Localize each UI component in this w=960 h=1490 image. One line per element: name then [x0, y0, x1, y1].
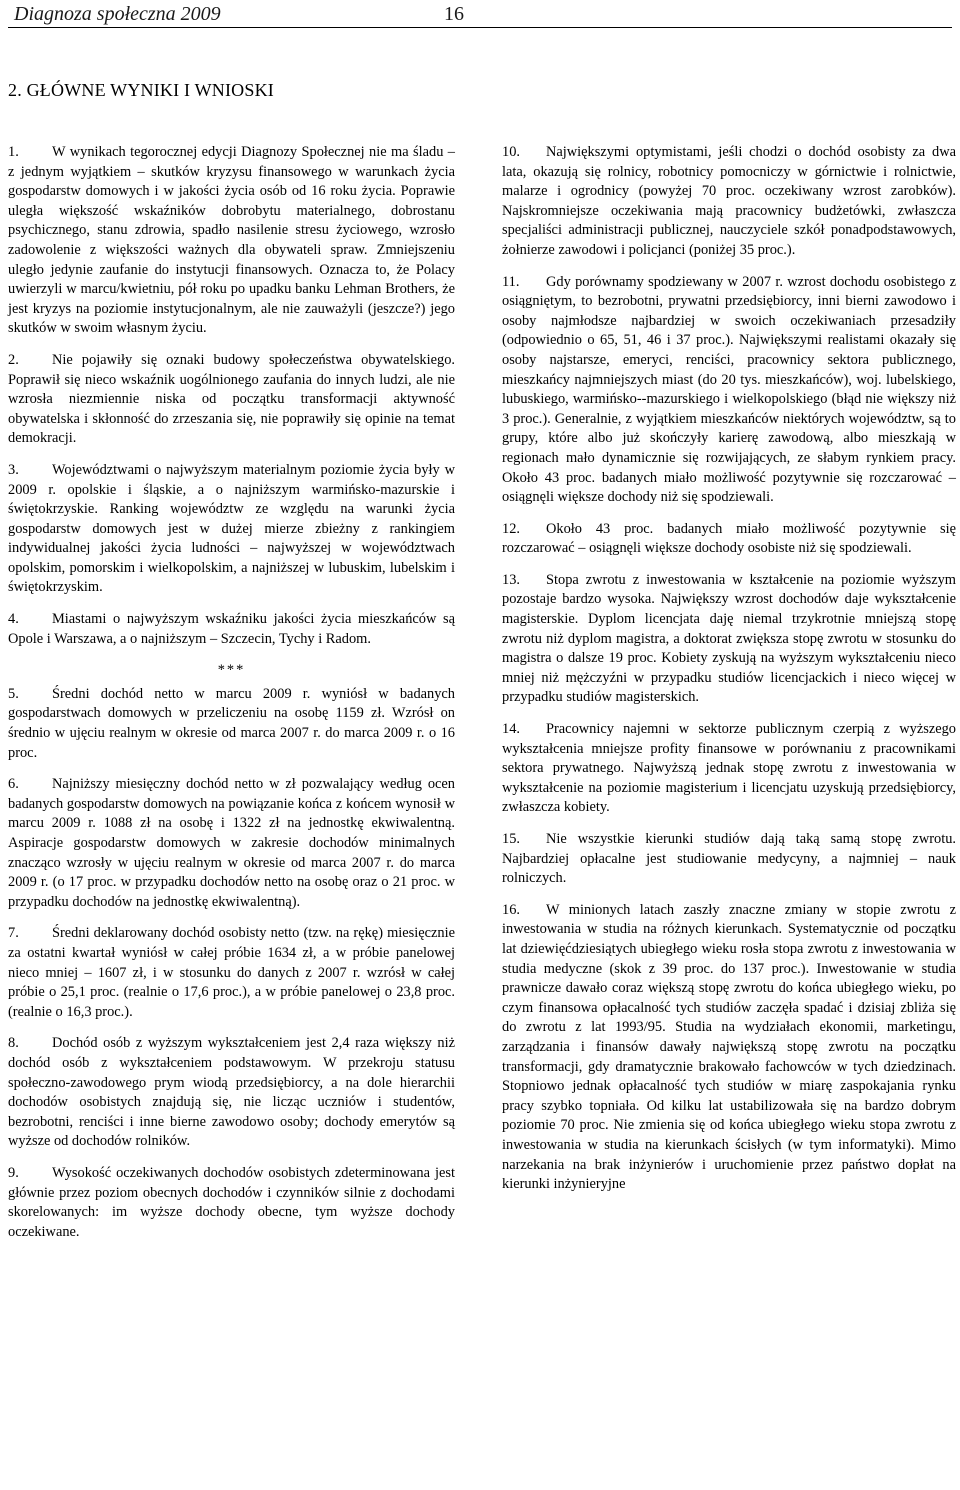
running-header: [0, 0, 960, 30]
finding-paragraph: [502, 273, 956, 508]
finding-number: 13.: [502, 571, 520, 588]
finding-text: Najniższy miesięczny dochód netto w zł pozwalający według ocen badanych gospodarstw domowych na powiązanie końca z końcem wynosił w marcu 2009 r. 1088 zł na osobę i 1322 zł na jednostkę ekwiwalentną. Aspiracje gospodarstw domowych w zakresie dochodów minimalnych znacząco wzrosły w ujęciu realnym w okresie od marca 2007 r. do marca 2009 r. (o 17 proc. w przypadku dochodów netto na osobę oraz o 21 proc. w przypadku dochodów na jednostkę ekwiwalentną).: [8, 776, 455, 910]
finding-paragraph: [8, 685, 455, 763]
finding-number: 6.: [8, 776, 19, 793]
finding-number: 14.: [502, 721, 520, 738]
finding-text: Średni deklarowany dochód osobisty netto (tzw. na rękę) miesięcznie za ostatni kwartał wyniósł w całej próbie 1634 zł, a w próbie panelowej nieco mniej – 1607 zł, i w stosunku do danych z 2007 r. wzrósł w całej próbie o 25,1 proc. (realnie o 17,6 proc.), a w próbie panelowej o 23,8 proc. (realnie o 16,3 proc.).: [8, 925, 455, 1020]
left-column: [8, 143, 455, 1254]
finding-number: 4.: [8, 611, 19, 628]
finding-paragraph: [8, 775, 455, 912]
finding-paragraph: [502, 720, 956, 818]
finding-paragraph: [8, 610, 455, 649]
finding-number: 7.: [8, 925, 19, 942]
finding-text: Dochód osób z wyższym wykształceniem jest 2,4 raza większy niż dochód osób z wykształceniem podstawowym. W przekroju statusu społeczno-zawodowego prym wiodą przedsiębiorcy, a na dole hierarchii dochodów osobistych znajdują się, nie licząc uczniów i studentów, bezrobotni, renciści i inne bierne zawodowo osoby; dochody emerytów są wyższe od dochodów rolników.: [8, 1035, 455, 1150]
finding-paragraph: [502, 571, 956, 708]
header-rule: [8, 27, 952, 28]
finding-text: Gdy porównamy spodziewany w 2007 r. wzrost dochodu osobistego z osiągniętym, to bezrobotni, prywatni przedsiębiorcy, inni bierni zawodowo i osoby najmłodsze najbardziej w swoich oczekiwaniach przesadziły (odpowiednio o 65, 51, 46 i 37 proc.). Największymi realistami okazały się osoby najstarsze, emeryci, renciści, pracownicy sektora publicznego, mieszkańcy najmniejszych miast (do 20 tys. mieszkańców), woj. lubelskiego, lubuskiego, warmińsko--mazurskiego i wielkopolskiego (błąd nie większy niż 3 proc.). Generalnie, z wyjątkiem mieszkańców niektórych województw, są to grupy, które albo już skończyły karierę zawodową, albo mieszkają w regionach mało dynamicznie się rozwijających, ze słabym rynkiem pracy. Około 43 proc. badanych miało możliwość pozytywnie się rozczarować – osiągnęli większe dochody niż się spodziewali.: [502, 273, 956, 506]
finding-number: 16.: [502, 901, 520, 918]
finding-text: Pracownicy najemni w sektorze publicznym czerpią z wyższego wykształcenia mniejsze profity finansowe w porównaniu z pracownikami sektora prywatnego. Najwyższą jednak stopę zwrotu z inwestowania w wykształcenie na poziomie magisterium i licencjatu uzyskują przedsiębiorcy, zwłaszcza kobiety.: [502, 721, 956, 816]
finding-paragraph: [502, 830, 956, 889]
section-title: 2. GŁÓWNE WYNIKI I WNIOSKI: [8, 80, 274, 100]
finding-text: Około 43 proc. badanych miało możliwość pozytywnie się rozczarować – osiągnęli większe dochody osobiste niż się spodziewali.: [502, 520, 956, 557]
finding-number: 5.: [8, 685, 19, 702]
finding-text: Nie pojawiły się oznaki budowy społeczeństwa obywatelskiego. Poprawił się nieco wskaźnik uogólnionego zaufania do innych ludzi, ale nie wzrosła niezmiennie niska od początku transformacji aktywność obywatelska i skłonność do zrzeszania się, nie poprawiły się opinie na temat demokracji.: [8, 351, 455, 447]
finding-paragraph: [8, 1034, 455, 1152]
finding-number: 12.: [502, 520, 520, 537]
finding-paragraph: [8, 1164, 455, 1242]
right-column: [502, 143, 956, 1207]
finding-number: 8.: [8, 1035, 19, 1052]
finding-number: 1.: [8, 144, 19, 160]
finding-text: Stopa zwrotu z inwestowania w kształcenie na poziomie wyższym pozostaje bardzo wysoka. Największy wzrost dochodów daje wykształcenie magisterskie. Dyplom licencjata daję niemal trzykrotnie mniejszą stopę zwrotu niż dyplom magistra, a doktorat zwiększa stopę zwrotu w stosunku do magistra o dalsze 19 proc. Kobiety zyskują na wyższym wykształceniu nieco mniej niż mężczyźni w przypadku studiów licencjackich i nieco więcej w przypadku studiów magisterskich.: [502, 571, 956, 706]
finding-text: Wysokość oczekiwanych dochodów osobistych zdeterminowana jest głównie przez poziom obecnych dochodów i czynników silnie z dochodami skorelowanych: im wyższe dochody obecne, tym wyższe dochody oczekiwane.: [8, 1164, 455, 1240]
finding-text: Średni dochód netto w marcu 2009 r. wyniósł w badanych gospodarstwach domowych w przeliczeniu na osobę 1159 zł. Wzrósł on średnio w ujęciu realnym w okresie od marca 2007 r. do marca 2009 r. o 16 proc.: [8, 685, 455, 761]
finding-text: Miastami o najwyższym wskaźniku jakości życia mieszkańców są Opole i Warszawa, a o najniższym – Szczecin, Tychy i Radom.: [8, 611, 455, 647]
finding-paragraph: [502, 143, 956, 261]
page-number: 16: [444, 3, 464, 25]
finding-text: Nie wszystkie kierunki studiów dają taką samą stopę zwrotu. Najbardziej opłacalne jest studiowanie medycyny, a najmniej – nauk rolniczych.: [502, 831, 956, 887]
finding-paragraph: [8, 143, 455, 339]
finding-paragraph: [8, 461, 455, 598]
finding-paragraph: [502, 901, 956, 1195]
finding-text: Województwami o najwyższym materialnym poziomie życia były w 2009 r. opolskie i śląskie, a o najniższym warmińsko-mazurskie i świętokrzyskie. Ranking województw ze względu na warunki życia gospodarstw domowych jest w dużej mierze zbieżny z rankingiem indywidualnej jakości życia ludności – najwyższej w województwach opolskim, pomorskim i wielkopolskim, a najniższej w lubuskim, lubelskim i świętokrzyskim.: [8, 461, 455, 596]
publication-title: Diagnoza społeczna 2009: [14, 3, 221, 25]
section-separator: ***: [217, 662, 246, 679]
finding-number: 3.: [8, 461, 19, 478]
finding-text: W minionych latach zaszły znaczne zmiany w stopie zwrotu z inwestowania w studia na różnych kierunkach. Systematycznie od początku lat dziewięćdziesiątych ubiegłego wieku rosła stopa zwrotu z inwestowania w studia medyczne (skok z 39 proc. do 137 proc.). Inwestowanie w studia prawnicze dawało coraz większą stopę zwrotu do końca ubiegłego wieku, po czym finansowa opłacalność tych studiów zaczęła spadać i dzisiaj zbliża się do zwrotu z lat 1993/95. Studia na wydziałach ekonomii, marketingu, zarządzania i finansów dawały największą stopę zwrotu na początku transformacji, gdy dramatycznie brakowało fachowców w tych dziedzinach. Stopniowo jednak opłacalność tych studiów w miarę zaspokajania rynku pracy szybko topniała. Od kilku lat ustabilizowała się na bardzo dobrym poziomie 70 proc. Nie zmienia się od końca ubiegłego wieku stopa zwrotu z inwestowania w studia na kierunkach ścisłych (w tym informatyki). Mimo narzekania na brak inżynierów i uruchomienie przez państwo dopłat na kierunki inżynieryjne: [502, 901, 956, 1193]
finding-number: 9.: [8, 1164, 19, 1181]
finding-text: Największymi optymistami, jeśli chodzi o dochód osobisty za dwa lata, okazują się rolnicy, robotnicy pomocniczy w górnictwie i rolnictwie, malarze i ogrodnicy (powyżej 70 proc. oczekiwany wzrost zarobków). Najskromniejsze oczekiwania mają pracownicy budżetówki, zwłaszcza specjaliści administracji publicznej, nauczyciele szkół ponadpodstawowych, żołnierze zawodowi i policjanci (poniżej 35 proc.).: [502, 144, 956, 258]
finding-number: 11.: [502, 273, 520, 290]
finding-number: 2.: [8, 351, 19, 368]
finding-paragraph: [502, 520, 956, 559]
finding-paragraph: [8, 924, 455, 1022]
finding-number: 15.: [502, 831, 520, 847]
finding-paragraph: [8, 351, 455, 449]
finding-text: W wynikach tegorocznej edycji Diagnozy Społecznej nie ma śladu – z jednym wyjątkiem – skutków kryzysu finansowego w warunkach życia gospodarstw domowych i w jakości życia osób od 16 roku życia. Poprawie uległa większość wskaźników dobrobytu materialnego, dobrostanu psychicznego, stanu zdrowia, spadło nasilenie stresu życiowego, wzrosło zadowolenie z większości ważnych dla obywateli spraw. Zmniejszeniu uległo jedynie zaufanie do instytucji finansowych. Oznacza to, że Polacy uwierzyli w marcu/kwietniu, pół roku po upadku banku Lehman Brothers, że jest kryzys na poziomie instytucjonalnym, ale nie zauważyli (jeszcze?) jego skutków w swoim własnym życiu.: [8, 144, 455, 337]
finding-number: 10.: [502, 144, 520, 160]
